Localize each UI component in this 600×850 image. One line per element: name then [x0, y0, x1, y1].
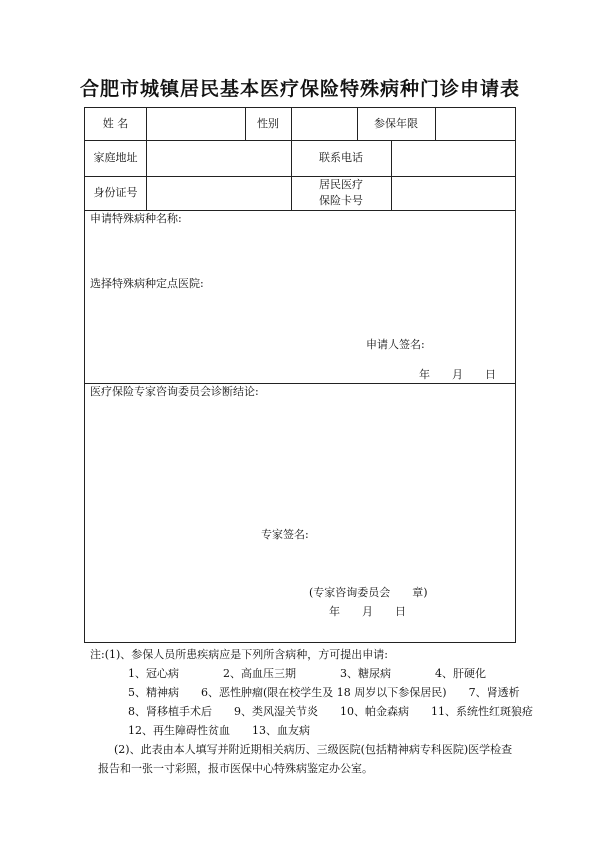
applicant-signature-label: 申请人签名:	[366, 338, 425, 351]
name-input[interactable]	[146, 108, 245, 140]
note-line: 5、精神病 6、恶性肿瘤(限在校学生及 18 周岁以下参保居民) 7、肾透析	[128, 686, 520, 699]
card-label-line2: 保险卡号	[319, 194, 363, 207]
gender-input[interactable]	[291, 108, 357, 140]
insured-years-input[interactable]	[435, 108, 515, 140]
note-line: 8、肾移植手术后 9、类风湿关节炎 10、帕金森病 11、系统性红斑狼疮	[128, 705, 533, 718]
expert-signature-label: 专家签名:	[261, 528, 309, 541]
expert-date: 年 月 日	[329, 605, 406, 618]
committee-seal-label: (专家咨询委员会 章)	[309, 586, 428, 599]
section-divider	[85, 383, 515, 384]
card-input[interactable]	[391, 176, 515, 210]
notes-section	[90, 645, 533, 778]
phone-label: 联系电话	[319, 151, 363, 164]
disease-name-label: 申请特殊病种名称:	[90, 212, 182, 225]
row-divider	[85, 210, 515, 211]
address-input[interactable]	[146, 140, 291, 176]
expert-conclusion-label: 医疗保险专家咨询委员会诊断结论:	[90, 385, 259, 398]
note-line: 12、再生障碍性贫血 13、血友病	[128, 724, 310, 737]
card-label-line1: 居民医疗	[319, 178, 363, 191]
id-label: 身份证号	[93, 186, 138, 199]
gender-label: 性别	[257, 117, 279, 130]
hospital-label: 选择特殊病种定点医院:	[90, 277, 204, 290]
phone-input[interactable]	[391, 140, 515, 176]
note-line: (2)、此表由本人填写并附近期相关病历、三级医院(包括精神病专科医院)医学检查	[114, 743, 513, 756]
note-line: 报告和一张一寸彩照，报市医保中心特殊病鉴定办公室。	[98, 762, 373, 775]
applicant-date: 年 月 日	[419, 368, 496, 381]
name-label: 姓 名	[102, 117, 129, 130]
address-label: 家庭地址	[93, 151, 138, 164]
application-form	[84, 107, 516, 643]
note-line: 注:(1)、参保人员所患疾病应是下列所含病种，方可提出申请:	[90, 648, 388, 661]
id-input[interactable]	[146, 176, 291, 210]
insured-years-label: 参保年限	[374, 117, 418, 130]
note-line: 1、冠心病 2、高血压三期 3、糖尿病 4、肝硬化	[128, 667, 486, 680]
form-title: 合肥市城镇居民基本医疗保险特殊病种门诊申请表	[79, 78, 520, 100]
